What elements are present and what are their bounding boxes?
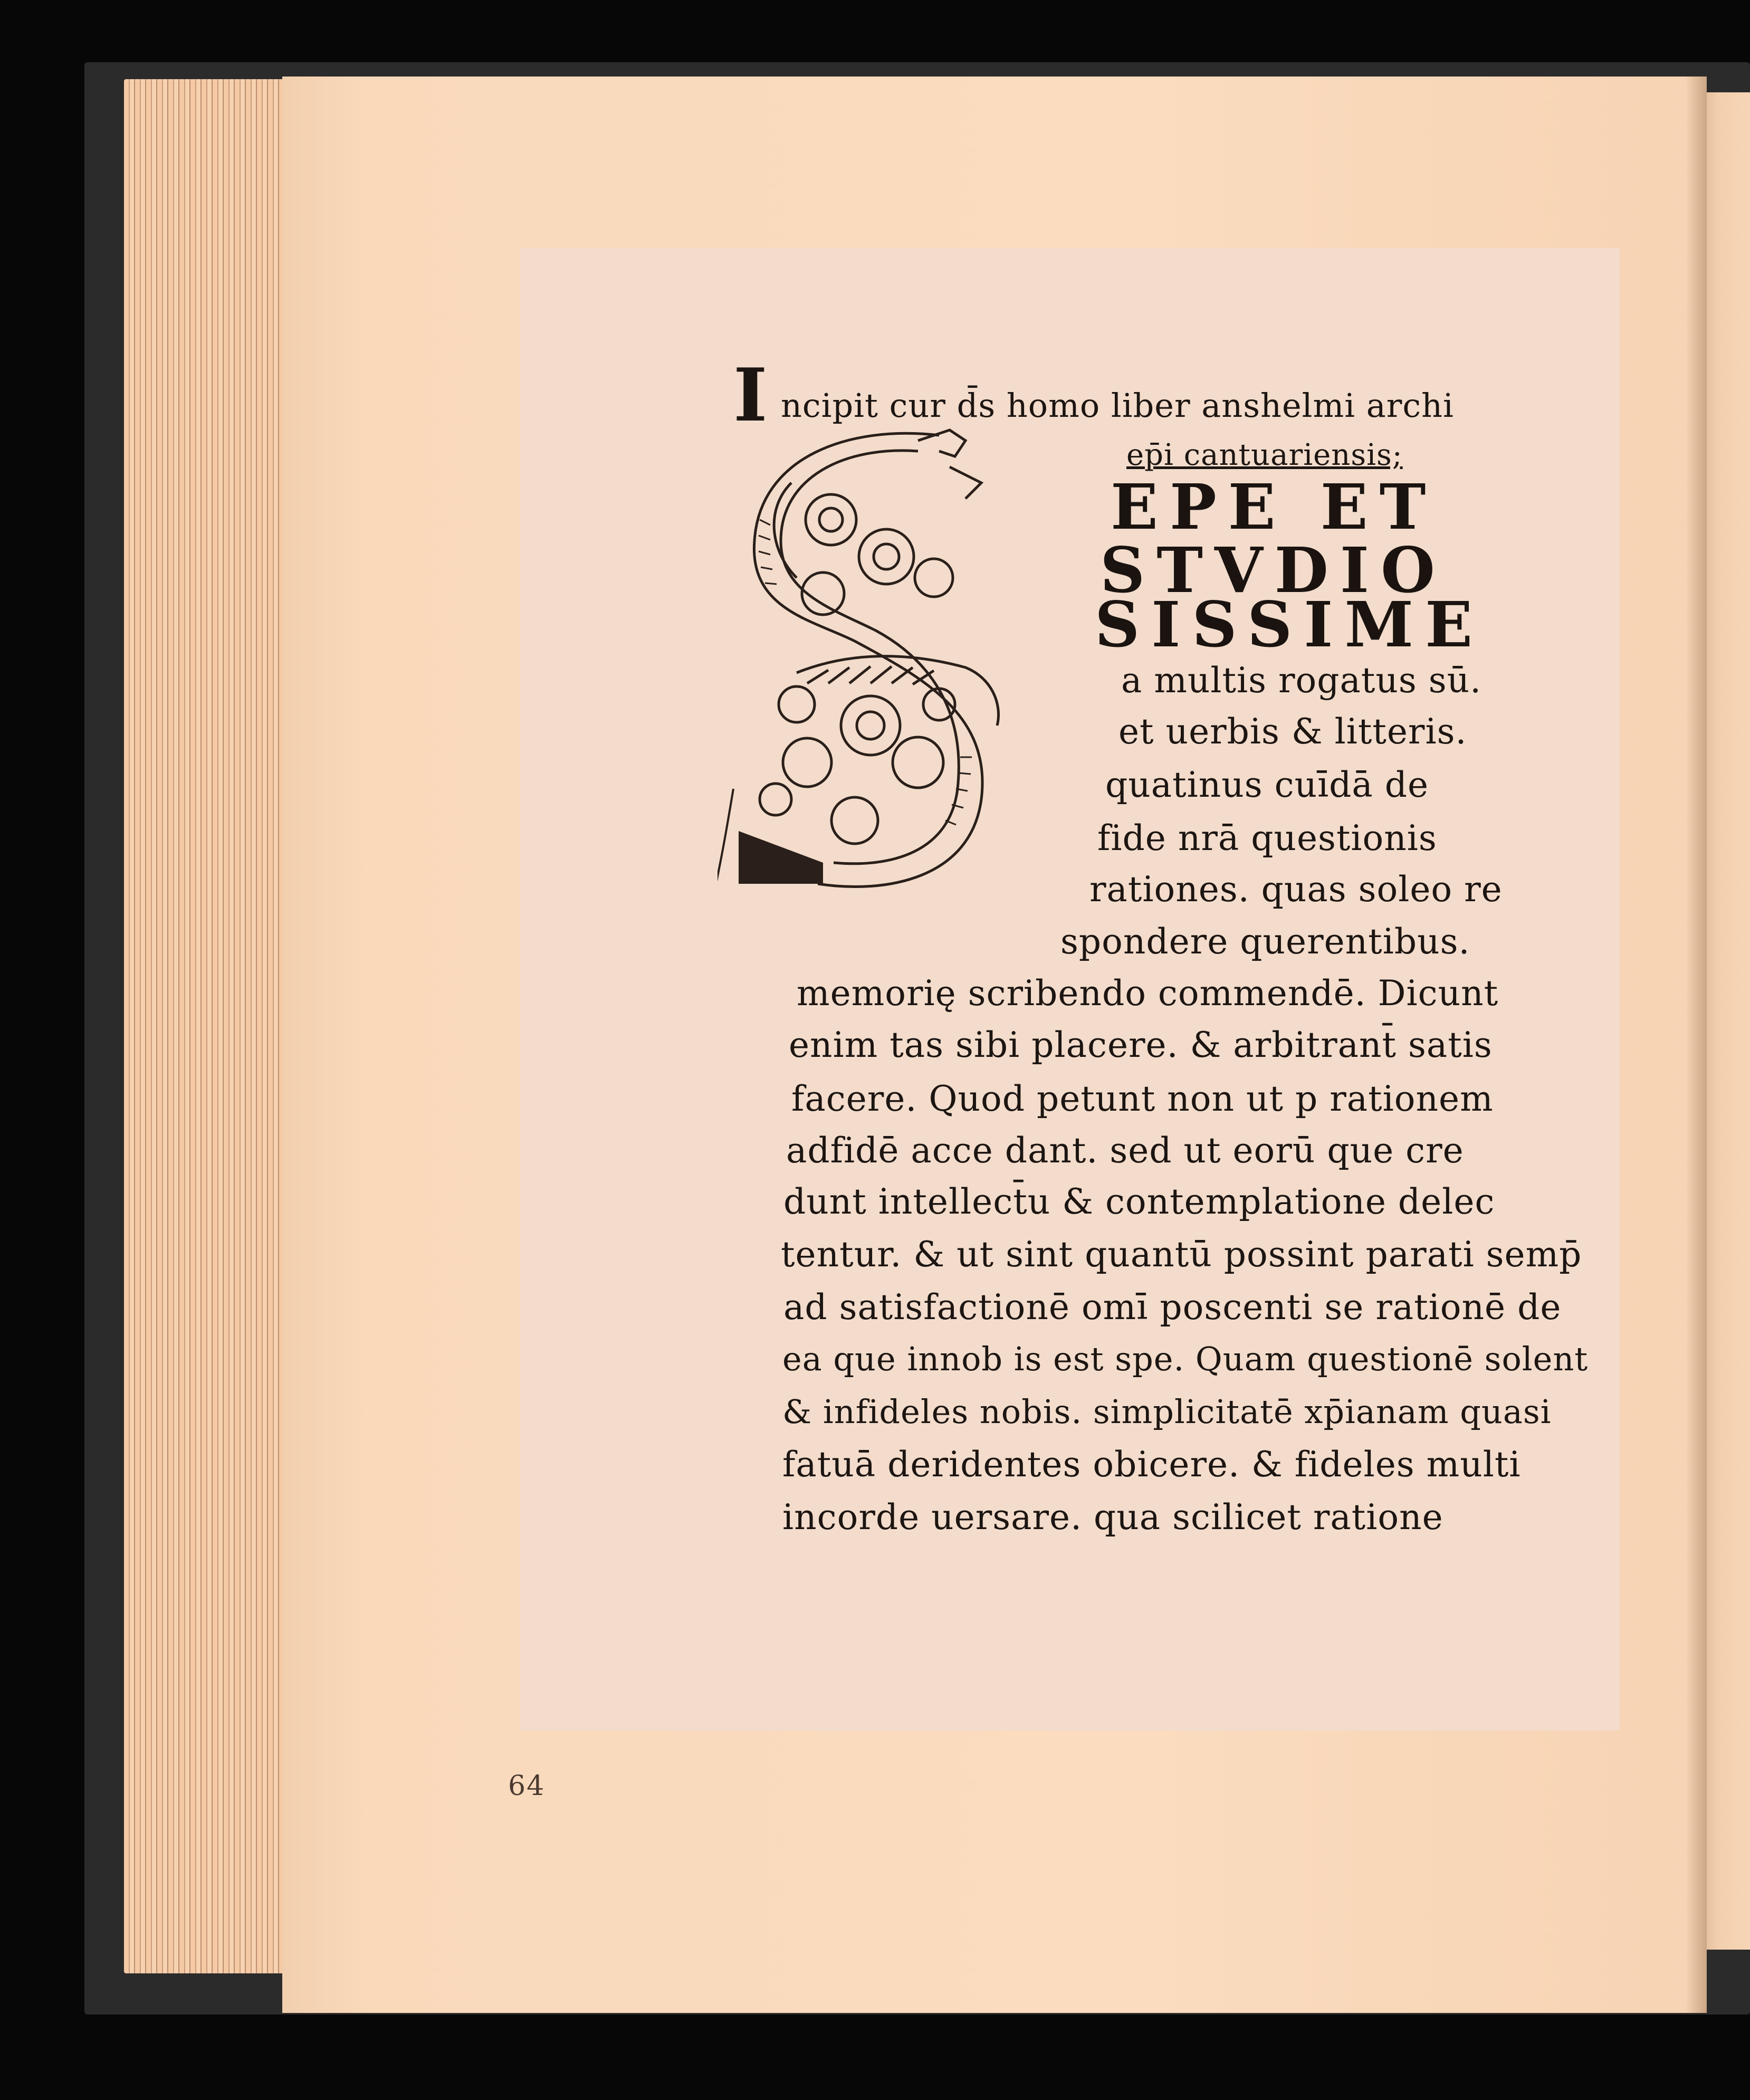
incipit-line: ncipit cur d̄s homo liber anshelmi archi [781, 386, 1454, 425]
manuscript-plate [520, 248, 1620, 1731]
incipit-initial: I [733, 352, 768, 438]
manuscript-line: enim tas sibi placere. & arbitrant̄ satis [789, 1025, 1493, 1065]
manuscript-text [520, 248, 1620, 1731]
decorated-initial-d-icon [718, 419, 1013, 910]
manuscript-line: fatuā deridentes obicere. & fideles multi [782, 1444, 1521, 1485]
heading-line: EPE ET [1111, 470, 1438, 543]
manuscript-line: quatinus cuīdā de [1105, 765, 1429, 805]
page-edges [124, 79, 282, 1973]
incipit-line: ep̄i cantuariensis; [1126, 438, 1403, 472]
page-number: 64 [508, 1770, 546, 1802]
manuscript-line: a multis rogatus sū. [1121, 660, 1482, 701]
page-gutter-shadow [1686, 77, 1707, 2013]
heading-line: STVDIO [1100, 533, 1447, 607]
manuscript-line: dunt intellect̄u & contemplatione delec [783, 1181, 1495, 1222]
manuscript-line: et uerbis & litteris. [1118, 711, 1467, 752]
manuscript-line: spondere querentibus. [1060, 921, 1470, 962]
manuscript-line: ad satisfactionē omī poscenti se rationē de [783, 1287, 1562, 1328]
manuscript-line: memorię scribendo commendē. Dicunt [797, 973, 1499, 1014]
heading-line: SISSIME [1095, 588, 1485, 661]
manuscript-line: adfidē acce dant. sed ut eorū que cre [786, 1130, 1464, 1171]
manuscript-line: tentur. & ut sint quantū possint parati semp̄ [781, 1234, 1582, 1275]
manuscript-line: facere. Quod petunt non ut p rationem [791, 1078, 1494, 1119]
manuscript-line: ea que innob is est spe. Quam questionē solent [782, 1340, 1589, 1378]
manuscript-line: rationes. quas soleo re [1089, 869, 1503, 910]
book-page [282, 77, 1707, 2013]
manuscript-line: incorde uersare. qua scilicet ratione [782, 1497, 1443, 1538]
manuscript-line: fide nrā questionis [1097, 818, 1437, 858]
manuscript-line: & infideles nobis. simplicitatē xp̄ianam quasi [782, 1392, 1552, 1431]
